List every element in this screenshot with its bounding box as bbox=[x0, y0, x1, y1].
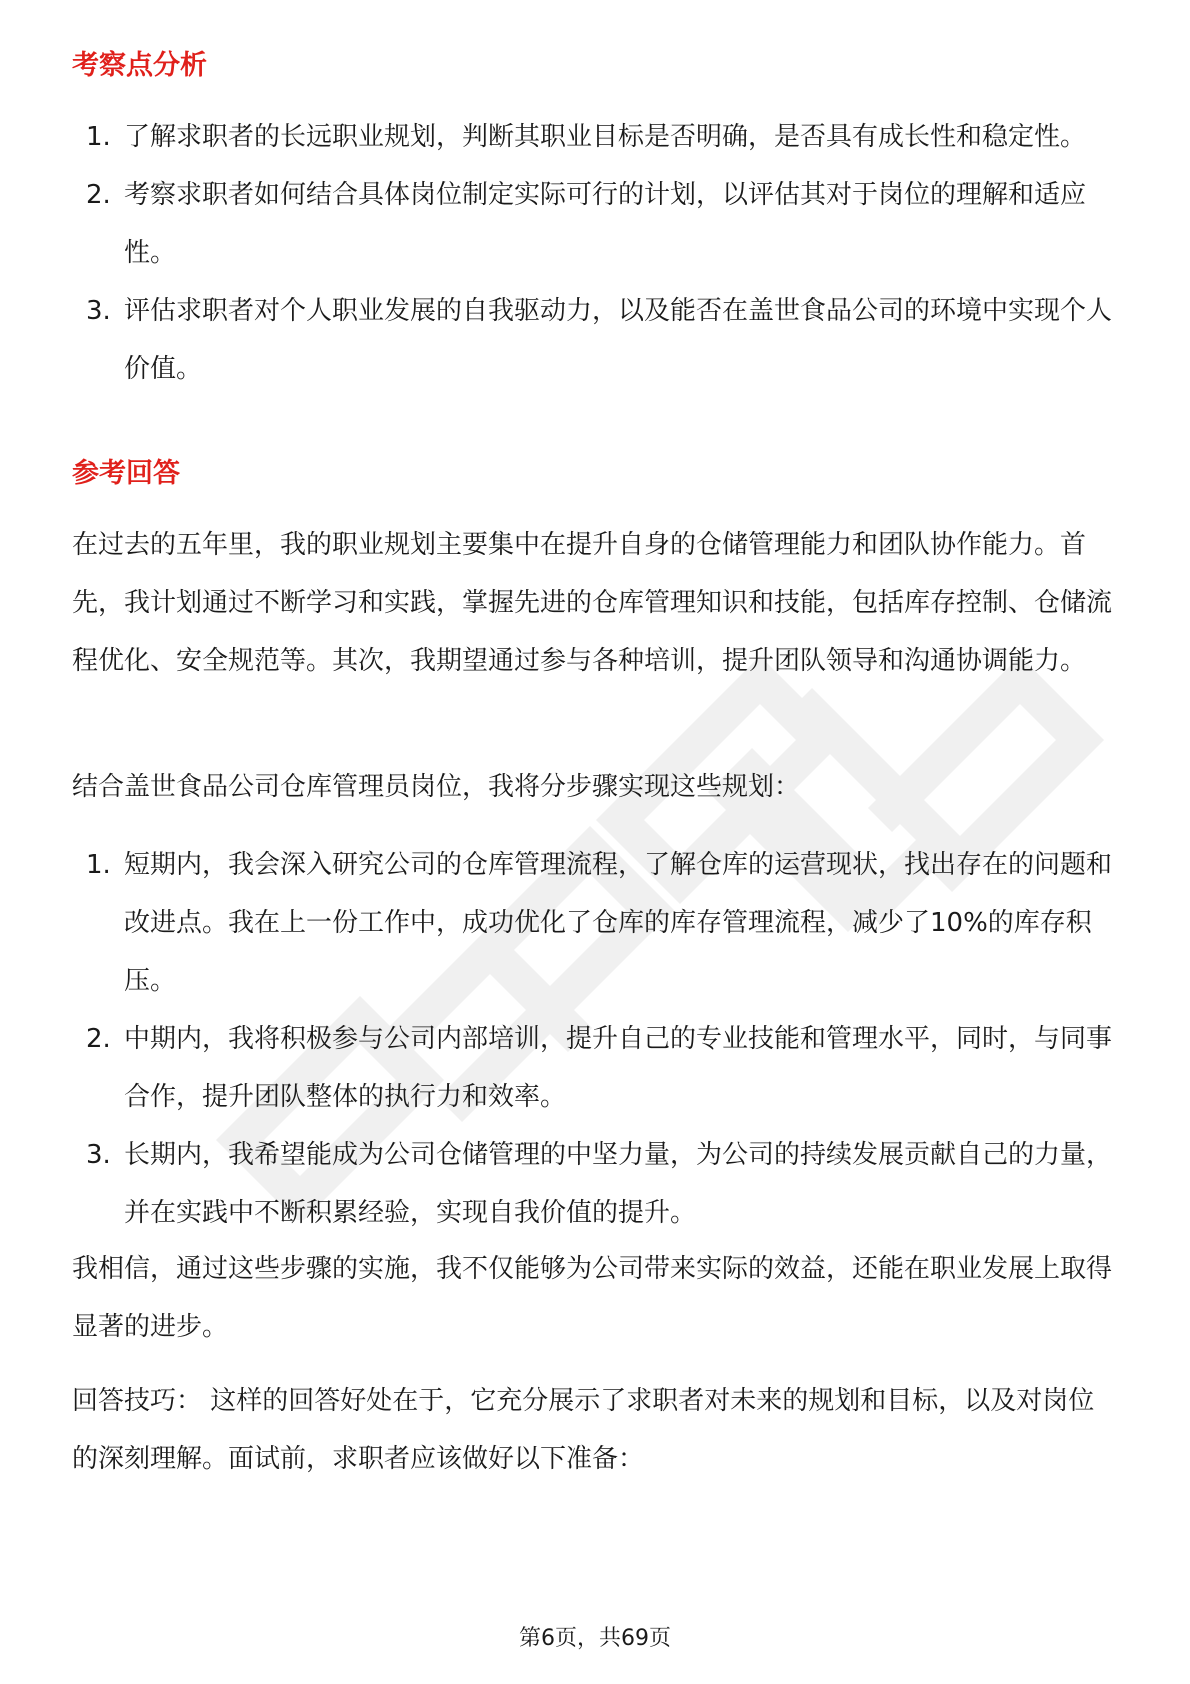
answer-lead-paragraph: 结合盖世食品公司仓库管理员岗位，我将分步骤实现这些规划： bbox=[72, 772, 801, 802]
answer-intro-paragraph: 在过去的五年里，我的职业规划主要集中在提升自身的仓储管理能力和团队协作能力。首先，我计划通过不断学习和实践，掌握先进的仓库管理知识和技能，包括库存控制、仓储流程优化、安全规范等。其次，我期望通过参与各种培训，提升团队领导和沟通协调能力。 bbox=[72, 530, 1113, 676]
list-number: 3. bbox=[86, 296, 111, 326]
list-item bbox=[72, 1010, 1118, 1126]
list-item-text: 长期内，我希望能成为公司仓储管理的中坚力量，为公司的持续发展贡献自己的力量，并在实践中不断积累经验，实现自我价值的提升。 bbox=[124, 1140, 1113, 1228]
answer-tips-paragraph: 回答技巧： 这样的回答好处在于，它充分展示了求职者对未来的规划和目标，以及对岗位的深刻理解。面试前，求职者应该做好以下准备： bbox=[72, 1386, 1095, 1474]
list-item-text: 短期内，我会深入研究公司的仓库管理流程，了解仓库的运营现状，找出存在的问题和改进点。我在上一份工作中，成功优化了仓库的库存管理流程，减少了10%的库存积压。 bbox=[124, 850, 1113, 996]
list-item bbox=[72, 836, 1118, 1010]
section-heading-analysis: 考察点分析 bbox=[72, 50, 207, 81]
list-item bbox=[72, 1126, 1118, 1242]
list-item-text: 评估求职者对个人职业发展的自我驱动力，以及能否在盖世食品公司的环境中实现个人价值。 bbox=[124, 296, 1113, 384]
list-item-text: 了解求职者的长远职业规划，判断其职业目标是否明确，是否具有成长性和稳定性。 bbox=[124, 122, 1087, 152]
answer-conclusion-paragraph: 我相信，通过这些步骤的实施，我不仅能够为公司带来实际的效益，还能在职业发展上取得显著的进步。 bbox=[72, 1254, 1113, 1342]
answer-steps-list bbox=[72, 836, 1118, 1242]
list-number: 2. bbox=[86, 1024, 111, 1054]
list-item-text: 考察求职者如何结合具体岗位制定实际可行的计划，以评估其对于岗位的理解和适应性。 bbox=[124, 180, 1087, 268]
list-item bbox=[72, 282, 1118, 398]
list-number: 2. bbox=[86, 180, 111, 210]
list-number: 1. bbox=[86, 850, 111, 880]
analysis-list bbox=[72, 108, 1118, 398]
list-number: 1. bbox=[86, 122, 111, 152]
section-heading-answer: 参考回答 bbox=[72, 458, 180, 489]
page-number-footer: 第6页，共69页 bbox=[519, 1626, 671, 1651]
list-item bbox=[72, 166, 1118, 282]
list-item-text: 中期内，我将积极参与公司内部培训，提升自己的专业技能和管理水平，同时，与同事合作，提升团队整体的执行力和效率。 bbox=[124, 1024, 1113, 1112]
list-number: 3. bbox=[86, 1140, 111, 1170]
list-item bbox=[72, 108, 1118, 166]
